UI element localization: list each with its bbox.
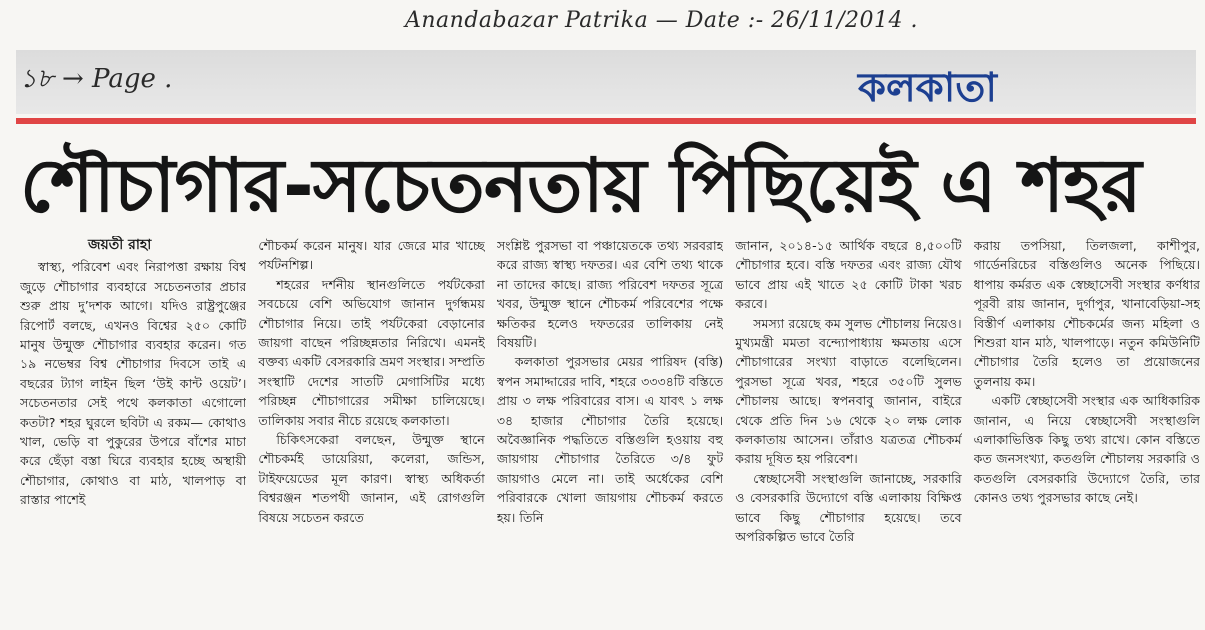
section-label: কলকাতা <box>858 65 997 111</box>
handwritten-page-note: ১৮ → Page . <box>20 64 173 94</box>
handwritten-date-note: Anandabazar Patrika — Date :- 26/11/2014 . <box>405 8 918 33</box>
paragraph: সমস্যা রয়েছে কম সুলভ শৌচালয় নিয়েও। মুখ্যমন্ত্রী মমতা বন্দ্যোপাধ্যায় ক্ষমতায় এসে শৌচাগারের সংখ্যা বাড়াতে বলেছিলেন। পুরসভা সূত্রে খবর, শহরে ৩৫০টি সুলভ শৌচালয় আছে। স্বপনবাবু জানান, বাইরে থেকে প্রতি দিন ১৬ থেকে ২০ লক্ষ লোক কলকাতায় আসেন। তাঁরাও যত্রতত্র শৌচকর্ম করায় দূষিত হয় পরিবেশ। <box>735 315 962 467</box>
headline: শৌচাগার-সচেতনতায় পিছিয়েই এ শহর <box>20 143 1141 229</box>
article-column-1 <box>20 236 246 616</box>
paragraph: স্বেচ্ছাসেবী সংস্থাগুলি জানাচ্ছে, সরকারি ও বেসরকারি উদ্যোগে বস্তি এলাকায় বিক্ষিপ্ত ভাবে কিছু শৌচাগার হয়েছে। তবে অপরিকল্পিত ভাবে তৈরি <box>735 470 962 545</box>
paragraph: শহরের দর্শনীয় স্থানগুলিতে পর্যটকেরা সবচেয়ে বেশি অভিযোগ জানান দুর্গন্ধময় শৌচাগার নিয়ে। তাই পর্যটকেরা বেড়ানোর জায়গা বাছেন পরিচ্ছন্নতার নিরিখে। এমনই বক্তব্য একটি বেসরকারি ভ্রমণ সংস্থার। সম্প্রতি সংস্থাটি দেশের সাতটি মেগাসিটির মধ্যে পরিচ্ছন্ন শৌচাগারের সমীক্ষা চালিয়েছে। তালিকায় সবার নীচে রয়েছে কলকাতা। <box>258 276 485 428</box>
section-band <box>16 50 1196 114</box>
paragraph: করায় তপসিয়া, তিলজলা, কাশীপুর, গার্ডেনরিচের বস্তিগুলিও অনেক পিছিয়ে। ধাপায় কর্মরত এক স্বেচ্ছাসেবী সংস্থার কর্ণধার পূরবী রায় জানান, দুর্গাপুর, খানাবেড়িয়া-সহ বিস্তীর্ণ এলাকায় শৌচকর্মের জন্য মহিলা ও শিশুরা যান মাঠ, খালপাড়ে। নতুন কমিউনিটি শৌচাগার তৈরি হলেও তা প্রয়োজনের তুলনায় কম। <box>973 238 1201 389</box>
article-column-3 <box>497 236 723 616</box>
red-divider <box>16 118 1196 124</box>
article-column-5 <box>974 236 1200 616</box>
article-column-2 <box>258 236 484 616</box>
paragraph: একটি স্বেচ্ছাসেবী সংস্থার এক আধিকারিক জানান, এ নিয়ে স্বেচ্ছাসেবী সংস্থাগুলি এলাকাভিত্তিক কিছু তথ্য রাখে। কোন বস্তিতে কত জনসংখ্যা, কতগুলি শৌচালয় সরকারি ও কতগুলি বেসরকারি উদ্যোগে তৈরি, তার কোনও তথ্য পুরসভার কাছে নেই। <box>973 393 1201 506</box>
paragraph: জানান, ২০১৪-১৫ আর্থিক বছরে ৪,৫০০টি শৌচাগার হবে। বস্তি দফতর এবং রাজ্য যৌথ ভাবে প্রায় এই খাতে ২৫ কোটি টাকা খরচ করবে। <box>735 238 962 312</box>
article-column-4 <box>735 236 961 616</box>
paragraph: কলকাতা পুরসভার মেয়র পারিষদ (বস্তি) স্বপন সমাদ্দারের দাবি, শহরে ৩৩৩৪টি বস্তিতে প্রায় ৩ লক্ষ পরিবারের বাস। এ যাবৎ ১ লক্ষ ৩৪ হাজার শৌচাগার তৈরি হয়েছে। অবৈজ্ঞানিক পদ্ধতিতে বস্তিগুলি হওয়ায় বহু জায়গায় শৌচাগার তৈরিতে ৩/৪ ফুট জায়গাও মেলে না। তাই অর্ধেকের বেশি পরিবারকে খোলা জায়গায় শৌচকর্ম করতে হয়। তিনি <box>496 354 724 525</box>
article-body <box>20 236 1200 616</box>
paragraph: সংশ্লিষ্ট পুরসভা বা পঞ্চায়েতকে তথ্য সরবরাহ করে রাজ্য স্বাস্থ্য দফতর। এর বেশি তথ্য থাকে না তাদের কাছে। রাজ্য পরিবেশ দফতর সূত্রে খবর, উন্মুক্ত স্থানে শৌচকর্ম পরিবেশের পক্ষে ক্ষতিকর হলেও দফতরের তালিকায় নেই বিষয়টি। <box>496 238 724 351</box>
byline: জয়তী রাহা <box>88 237 152 253</box>
paragraph: স্বাস্থ্য, পরিবেশ এবং নিরাপত্তা রক্ষায় বিশ্ব জুড়ে শৌচাগার ব্যবহারে সচেতনতার প্রচার শুরু প্রায় দু’দশক আগে। যদিও রাষ্ট্রপুঞ্জের রিপোর্ট বলছে, এখনও বিশ্বের ২৫০ কোটি মানুষ উন্মুক্ত শৌচাগার ব্যবহার করেন। গত ১৯ নভেম্বর বিশ্ব শৌচাগার দিবসে তাই এ বছরের ট্যাগ লাইন ছিল ‘উই কান্ট ওয়েট’। সচেতনতার সেই পথে কলকাতা এগোলো কতটা? শহর ঘুরলে ছবিটা এ রকম— কোথাও খাল, ভেড়ি বা পুকুরের উপরে বাঁশের মাচা করে ছেঁড়া বস্তা ঘিরে ব্যবহার হচ্ছে অস্থায়ী শৌচাগার, কোথাও বা মাঠ, খালপাড় বা রাস্তার পাশেই <box>20 259 247 508</box>
paragraph: চিকিৎসকেরা বলছেন, উন্মুক্ত স্থানে শৌচকর্মই ডায়েরিয়া, কলেরা, জন্ডিস, টাইফয়েডের মূল কারণ। স্বাস্থ্য অধিকর্তা বিশ্বরঞ্জন শতপথী জানান, এই রোগগুলি বিষয়ে সচেতন করতে <box>258 432 485 525</box>
paragraph: শৌচকর্ম করেন মানুষ। যার জেরে মার খাচ্ছে পর্যটনশিল্প। <box>258 238 485 273</box>
